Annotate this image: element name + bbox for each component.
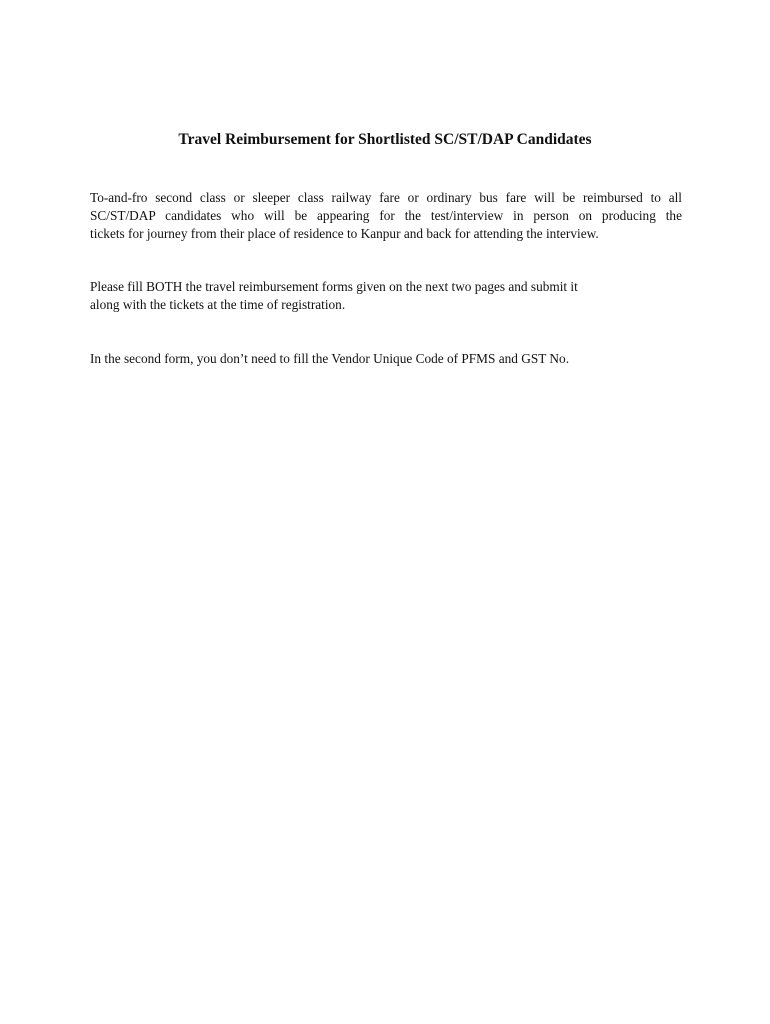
forms-instruction-paragraph xyxy=(90,278,682,314)
reimbursement-paragraph xyxy=(90,189,682,243)
paragraph-line: along with the tickets at the time of registration. xyxy=(90,297,346,312)
paragraph-line: Please fill BOTH the travel reimbursement forms given on the next two pages and submit it xyxy=(90,279,578,294)
paragraph-line: To-and-fro second class or sleeper class railway fare or ordinary bus fare will be reimbursed to all xyxy=(90,190,682,205)
paragraph-line: In the second form, you don’t need to fill the Vendor Unique Code of PFMS and GST No. xyxy=(90,351,570,366)
second-form-note-paragraph xyxy=(90,350,682,368)
paragraph-line: tickets for journey from their place of residence to Kanpur and back for attending the interview. xyxy=(90,226,599,241)
document-title: Travel Reimbursement for Shortlisted SC/ST/DAP Candidates xyxy=(178,131,592,148)
paragraph-line: SC/ST/DAP candidates who will be appearing for the test/interview in person on producing the xyxy=(90,208,682,223)
